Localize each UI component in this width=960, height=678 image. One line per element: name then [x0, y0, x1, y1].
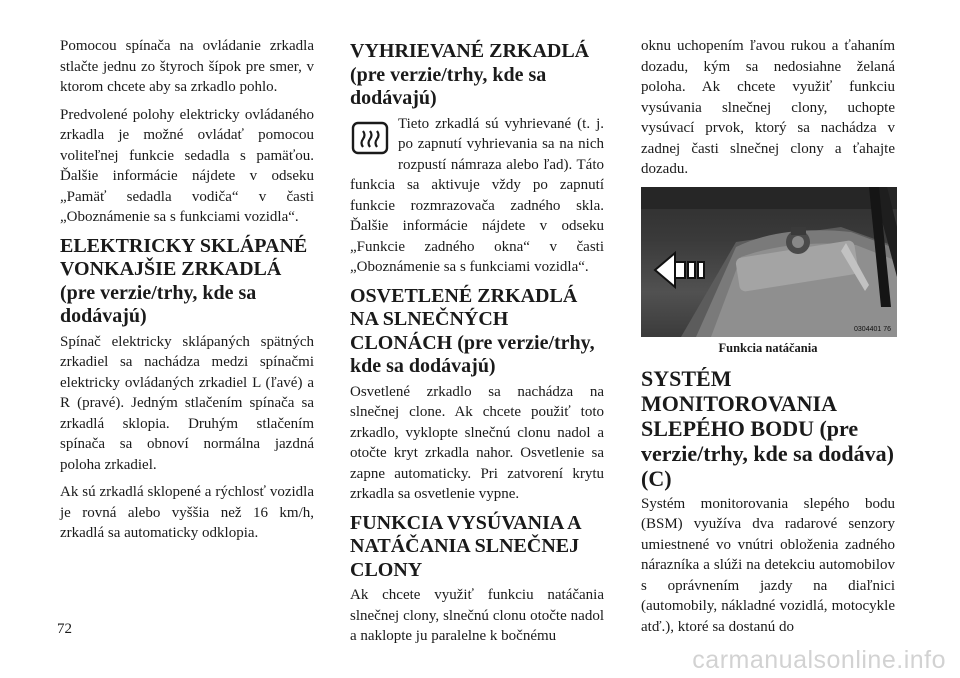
page-number: 72: [57, 621, 72, 637]
column-left: [60, 36, 314, 551]
paragraph-visor-continued: oknu uchopením ľavou rukou a ťahaním dozadu, kým sa nedosiahne želaná poloha. Ak chcete využiť funkciu vysúvania slnečnej clony, uchopte vysúvací prvok, ktorý sa nachádza v zadnej časti slnečnej clony a ťahajte dozadu.: [641, 38, 895, 177]
heading-heated-mirrors: VYHRIEVANÉ ZRKADLÁ (pre verzie/trhy, kde sa dodávajú): [350, 40, 590, 109]
paragraph-memory-seat: Predvolené polohy elektricky ovládaného zrkadla je možné ovládať pomocou voliteľnej funkcie sedadla s pamäťou. Ďalšie informácie nájdete v odseku „Pamäť sedadla vodiča“ v časti „Oboznámenie sa s funkciami vozidla“.: [60, 106, 314, 225]
paragraph-blind-spot: Systém monitorovania slepého bodu (BSM) využíva dva radarové senzory umiestnené vo vnútri obloženia zadného nárazníka a slúži na detekciu automobilov s oprávnením jazdy na diaľnici (automobily, nákladné vozidlá, motocykle atď.), ktoré sa dostanú do: [641, 495, 895, 635]
heading-sun-visor-extension: FUNKCIA VYSÚVANIA A NATÁČANIA SLNEČNEJ CLONY: [350, 511, 581, 581]
paragraph-mirror-switch: Pomocou spínača na ovládanie zrkadla stlačte jednu zo štyroch šípok pre smer, v ktorom chcete aby sa zrkadlo pohlo.: [60, 38, 314, 95]
watermark: carmanualsonline.info: [692, 646, 946, 674]
heading-blind-spot-monitoring: SYSTÉM MONITOROVANIA SLEPÉHO BODU (pre verzie/trhy, kde sa dodáva) (C): [641, 365, 894, 491]
heading-illuminated-vanity-mirrors: OSVETLENÉ ZRKADLÁ NA SLNEČNÝCH CLONÁCH (pre verzie/trhy, kde sa dodávajú): [350, 284, 595, 377]
photo-caption: Funkcia natáčania: [718, 340, 818, 355]
column-right: [641, 36, 895, 644]
photo-code: 0304401 76: [854, 325, 891, 333]
paragraph-auto-unfold: Ak sú zrkadlá sklopené a rýchlosť vozidla je rovná alebo vyššia než 16 km/h, zrkadlá sa automaticky odklopia.: [60, 484, 314, 541]
arrow-left-icon: [655, 253, 704, 287]
paragraph-folding-switch: Spínač elektricky sklápaných spätných zrkadiel sa nachádza medzi spínačmi elektricky ovládaných zrkadiel L (ľavé) a R (pravé). Jedným stlačením spínača sa zrkadlá sklopia. Druhým stlačením spínača sa obnoví normálna jazdná poloha zrkadiel.: [60, 333, 314, 473]
heading-power-folding-mirrors: ELEKTRICKY SKLÁPANÉ VONKAJŠIE ZRKADLÁ (pre verzie/trhy, kde sa dodávajú): [60, 234, 308, 327]
paragraph-heated-mirrors: Tieto zrkadlá sú vyhrievané (t. j. po zapnutí vyhrievania sa na nich rozpustí námraza alebo ľad). Táto funkcia sa aktivuje vždy po zapnutí funkcie rozmrazovača zadného skla. Ďalšie informácie nájdete v odseku „Funkcie zadného okna“ v časti „Oboznámenie sa s funkciami vozidla“.: [350, 115, 604, 275]
paragraph-sun-visor: Ak chcete využiť funkciu natáčania slnečnej clony, slnečnú clonu otočte nadol a naklopte ju paralelne k bočnému: [350, 587, 604, 644]
sun-visor-photo: [641, 187, 897, 337]
paragraph-vanity-mirror: Osvetlené zrkadlo sa nachádza na slnečnej clone. Ak chcete použiť toto zrkadlo, vyklopte slnečnú clonu nadol a otočte kryt zrkadla nahor. Osvetlenie sa zapne automaticky. Pri zatvorení krytu zrkadla sa osvetlenie vypne.: [350, 383, 604, 502]
column-middle: [350, 36, 604, 654]
heated-mirror-icon: [350, 118, 390, 158]
